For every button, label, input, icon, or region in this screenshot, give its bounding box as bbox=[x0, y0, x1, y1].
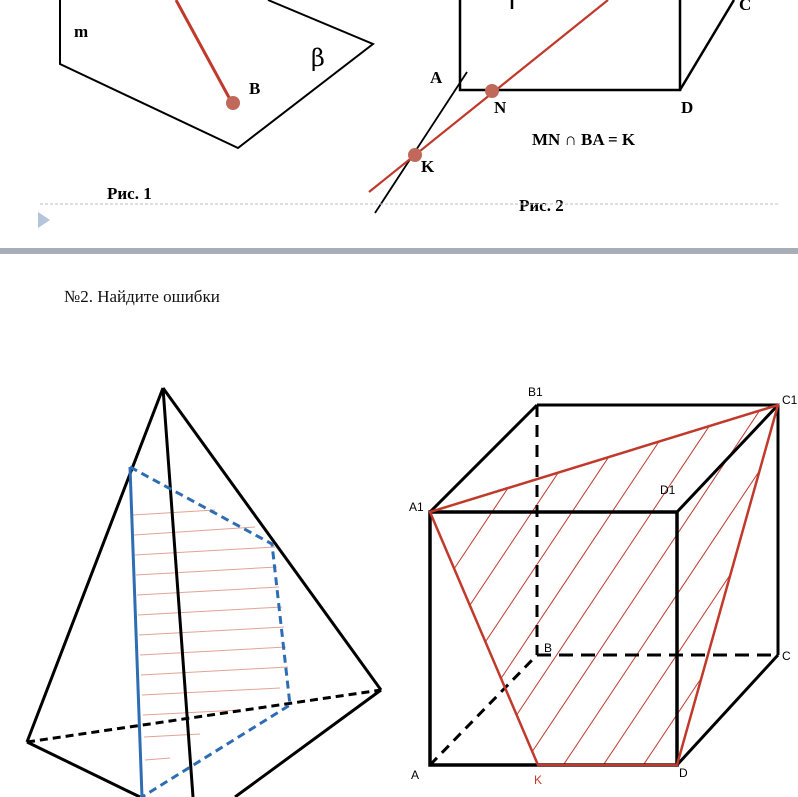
point-b bbox=[226, 96, 240, 110]
cube-edge-a-b bbox=[430, 655, 537, 765]
intersection-formula: MN ∩ BA = K bbox=[532, 130, 636, 149]
figure-2 bbox=[369, 0, 751, 215]
tetra-base-front-left bbox=[27, 742, 140, 797]
slide-divider bbox=[0, 248, 798, 254]
label-n: N bbox=[494, 98, 507, 117]
section-hidden-edges bbox=[130, 467, 290, 797]
label-m: m bbox=[74, 22, 89, 41]
slide-arrow-icon bbox=[38, 212, 50, 228]
tetra-base-hidden bbox=[27, 690, 381, 742]
label-b: B bbox=[249, 79, 261, 98]
label-a1: A1 bbox=[409, 500, 424, 514]
caption-fig-1: Рис. 1 bbox=[107, 184, 152, 203]
label-c: C bbox=[739, 0, 752, 14]
label-c1: C1 bbox=[782, 393, 798, 407]
point-n bbox=[485, 84, 499, 98]
label-k: K bbox=[421, 157, 435, 176]
label-k: K bbox=[534, 773, 543, 787]
label-beta: β bbox=[311, 44, 325, 72]
label-d: D bbox=[681, 98, 694, 117]
top-slide bbox=[38, 0, 778, 228]
cube-section-hatching bbox=[280, 380, 798, 797]
label-a: A bbox=[411, 768, 420, 782]
label-c: C bbox=[782, 649, 791, 663]
label-d1: D1 bbox=[660, 483, 676, 497]
label-b1: B1 bbox=[528, 385, 543, 399]
figure-1 bbox=[60, 0, 373, 203]
label-b: B bbox=[544, 641, 553, 655]
label-d: D bbox=[679, 766, 688, 780]
tetra-base-front-right bbox=[235, 690, 381, 797]
label-a: A bbox=[430, 68, 443, 87]
tetra-edge-right bbox=[163, 388, 381, 690]
line-ba bbox=[375, 72, 467, 213]
box-front-face bbox=[460, 0, 680, 90]
segment-to-b bbox=[176, 0, 232, 103]
figure-tetrahedron bbox=[27, 388, 381, 797]
caption-fig-2: Рис. 2 bbox=[519, 196, 564, 215]
figure-cube bbox=[280, 380, 798, 797]
box-edge-dc bbox=[680, 0, 734, 90]
point-k bbox=[408, 148, 422, 162]
tetra-edge-left bbox=[27, 388, 163, 742]
section-visible-edge bbox=[130, 467, 142, 797]
task-title: №2. Найдите ошибки bbox=[64, 287, 220, 306]
